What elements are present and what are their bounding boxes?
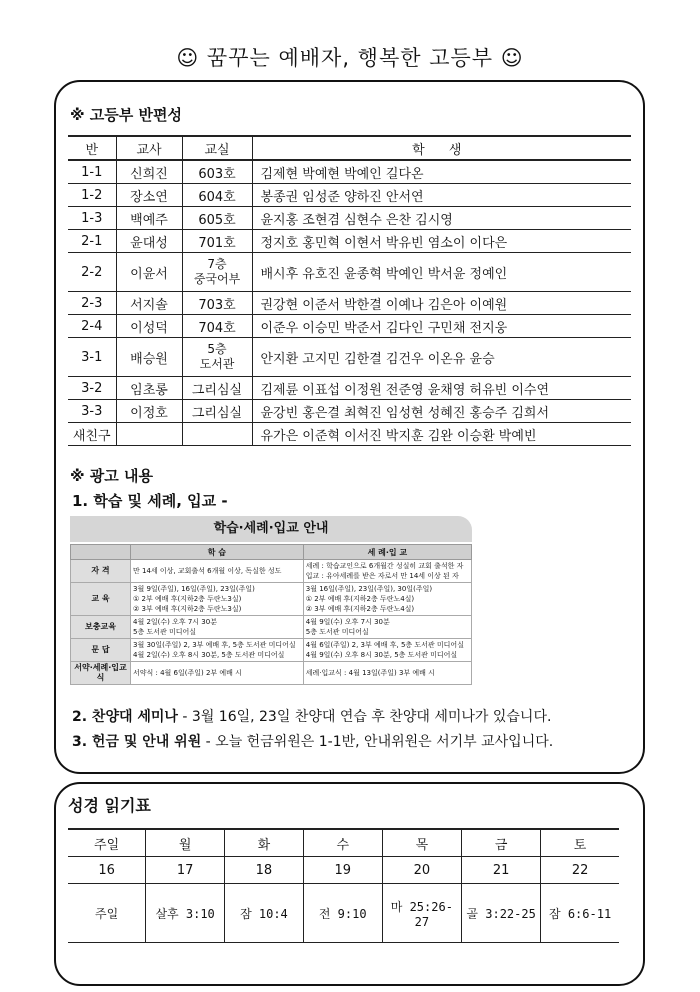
notice-label: 자 격 [71,560,131,583]
notice-row [71,662,472,685]
class-row [68,230,631,253]
notice-col-1: 학 습 [131,545,304,560]
class-row [68,377,631,400]
ad-item-2-text: - 3월 16일, 23일 찬양대 연습 후 찬양대 세미나가 있습니다. [177,709,552,725]
notice-row [71,616,472,639]
notice-cell-a: 3월 9일(주일), 16일(주일), 23일(주일) ① 2부 예배 후(지하2층 두란노3실) ② 3부 예배 후(지하2층 두란노3실) [131,583,304,616]
class-room: 그리심실 [182,400,252,423]
class-ban: 1-3 [68,207,116,230]
class-students: 이준우 이승민 박준서 김다인 구민채 전지웅 [252,315,631,338]
class-row [68,423,631,446]
class-students: 윤강빈 홍은결 최혁진 임성현 성혜진 홍승주 김희서 [252,400,631,423]
class-ban: 3-3 [68,400,116,423]
reading-day: 월 [146,829,225,857]
notice-cell-b: 4월 6일(주일) 2, 3부 예배 후, 5층 도서관 미디어실 4월 9일(수) 오후 8시 30분, 5층 도서관 미디어실 [303,639,471,662]
class-room-line1: 7층 [207,257,227,271]
reading-heading: 성경 읽기표 [68,796,151,815]
class-teacher: 배승원 [116,338,182,377]
reading-date: 16 [68,857,146,884]
class-ban: 1-1 [68,160,116,184]
class-teacher: 이성덕 [116,315,182,338]
class-teacher [116,423,182,446]
class-students: 윤지홍 조현겸 심현수 은찬 김시영 [252,207,631,230]
ad-item-1: 1. 학습 및 세례, 입교 - [72,492,228,510]
notice-corner [71,545,131,560]
class-row [68,184,631,207]
class-students: 김제륜 이표섭 이정원 전준영 윤채영 허유빈 이수연 [252,377,631,400]
class-teacher: 이윤서 [116,253,182,292]
class-row [68,338,631,377]
notice-row [71,639,472,662]
header-students: 학 생 [252,136,631,160]
class-ban: 2-1 [68,230,116,253]
reading-passage: 골 3:22-25 [462,884,541,943]
notice-cell-a: 만 14세 이상, 교회출석 6개월 이상, 독실한 성도 [131,560,304,583]
reading-day: 토 [541,829,619,857]
class-room: 그리심실 [182,377,252,400]
class-room-line2: 도서관 [199,357,235,371]
class-teacher: 백예주 [116,207,182,230]
notice-label: 교 육 [71,583,131,616]
header-teacher: 교사 [116,136,182,160]
notice-label: 서약·세례·입교식 [71,662,131,685]
class-ban: 3-2 [68,377,116,400]
reading-day: 수 [303,829,382,857]
reading-passage: 잠 10:4 [225,884,304,943]
class-students: 유가은 이준혁 이서진 박지훈 김완 이승환 박예빈 [252,423,631,446]
class-room-line2: 중국어부 [193,272,241,286]
reading-table [68,828,619,943]
class-teacher: 장소연 [116,184,182,207]
page-title: ☺ 꿈꾸는 예배자, 행복한 고등부 ☺ [176,46,524,70]
class-students: 권강현 이준서 박한결 이예나 김은아 이예원 [252,292,631,315]
reading-date: 19 [303,857,382,884]
class-section-heading: ※ 고등부 반편성 [70,106,182,124]
reading-passage: 전 9:10 [303,884,382,943]
reading-date: 17 [146,857,225,884]
reading-day: 금 [462,829,541,857]
notice-cell-b: 세례 : 학습교인으로 6개월간 성실히 교회 출석한 자 입교 : 유아세례를 받은 자로서 만 14세 이상 된 자 [303,560,471,583]
class-room: 603호 [182,160,252,184]
ad-item-2-title: 2. 찬양대 세미나 [72,709,178,725]
class-teacher: 임초롱 [116,377,182,400]
class-row [68,400,631,423]
reading-day: 화 [225,829,304,857]
class-teacher: 이정호 [116,400,182,423]
reading-passage: 살후 3:10 [146,884,225,943]
class-row [68,292,631,315]
header-ban: 반 [68,136,116,160]
class-students: 정지호 홍민혁 이현서 박유빈 염소이 이다은 [252,230,631,253]
class-table [68,135,631,446]
reading-day: 목 [382,829,461,857]
reading-day: 주일 [68,829,146,857]
class-room [182,253,252,292]
ad-item-2 [72,706,551,726]
reading-passage: 마 25:26-27 [382,884,461,943]
class-room: 704호 [182,315,252,338]
class-room [182,423,252,446]
reading-passage: 주일 [68,884,146,943]
notice-title: 학습·세례·입교 안내 [70,516,472,542]
class-ban: 1-2 [68,184,116,207]
class-room: 604호 [182,184,252,207]
class-room: 605호 [182,207,252,230]
notice-row [71,560,472,583]
class-row [68,315,631,338]
class-ban: 2-2 [68,253,116,292]
reading-date: 21 [462,857,541,884]
notice-cell-a: 서약식 : 4월 6일(주일) 2부 예배 시 [131,662,304,685]
header-room: 교실 [182,136,252,160]
class-students: 안지환 고지민 김한결 김건우 이온유 윤승 [252,338,631,377]
class-row [68,207,631,230]
class-room-line1: 5층 [207,342,227,356]
ad-item-3-text: - 오늘 헌금위원은 1-1반, 안내위원은 서기부 교사입니다. [201,734,554,750]
reading-passage: 잠 6:6-11 [541,884,619,943]
notice-table [70,544,472,685]
class-row [68,253,631,292]
notice-cell-b: 세례·입교식 : 4월 13일(주일) 3부 예배 시 [303,662,471,685]
class-students: 배시후 유호진 윤종혁 박예인 박서윤 정예인 [252,253,631,292]
ad-section-heading: ※ 광고 내용 [70,467,153,485]
class-students: 봉종권 임성준 양하진 안서연 [252,184,631,207]
class-ban: 3-1 [68,338,116,377]
class-ban: 새친구 [68,423,116,446]
ad-item-3-title: 3. 헌금 및 안내 위원 [72,734,202,750]
class-teacher: 윤대성 [116,230,182,253]
notice-cell-a: 3월 30일(주일) 2, 3부 예배 후, 5층 도서관 미디어실 4월 2일(수) 오후 8시 30분, 5층 도서관 미디어실 [131,639,304,662]
class-row [68,160,631,184]
notice-cell-b: 3월 16일(주일), 23일(주일), 30일(주일) ① 2부 예배 후(지하2층 두란노4실) ② 3부 예배 후(지하2층 두란노4실) [303,583,471,616]
class-room [182,338,252,377]
class-ban: 2-4 [68,315,116,338]
ad-item-3 [72,731,553,751]
notice-col-2: 세 례·입 교 [303,545,471,560]
notice-label: 문 답 [71,639,131,662]
reading-date: 20 [382,857,461,884]
class-ban: 2-3 [68,292,116,315]
class-room: 701호 [182,230,252,253]
reading-date: 22 [541,857,619,884]
notice-label: 보충교육 [71,616,131,639]
class-teacher: 신희진 [116,160,182,184]
notice-row [71,583,472,616]
notice-cell-a: 4월 2일(수) 오후 7시 30분 5층 도서관 미디어실 [131,616,304,639]
class-room: 703호 [182,292,252,315]
reading-date: 18 [225,857,304,884]
class-students: 김제현 박예현 박예인 길다온 [252,160,631,184]
class-teacher: 서지솔 [116,292,182,315]
notice-cell-b: 4월 9일(수) 오후 7시 30분 5층 도서관 미디어실 [303,616,471,639]
